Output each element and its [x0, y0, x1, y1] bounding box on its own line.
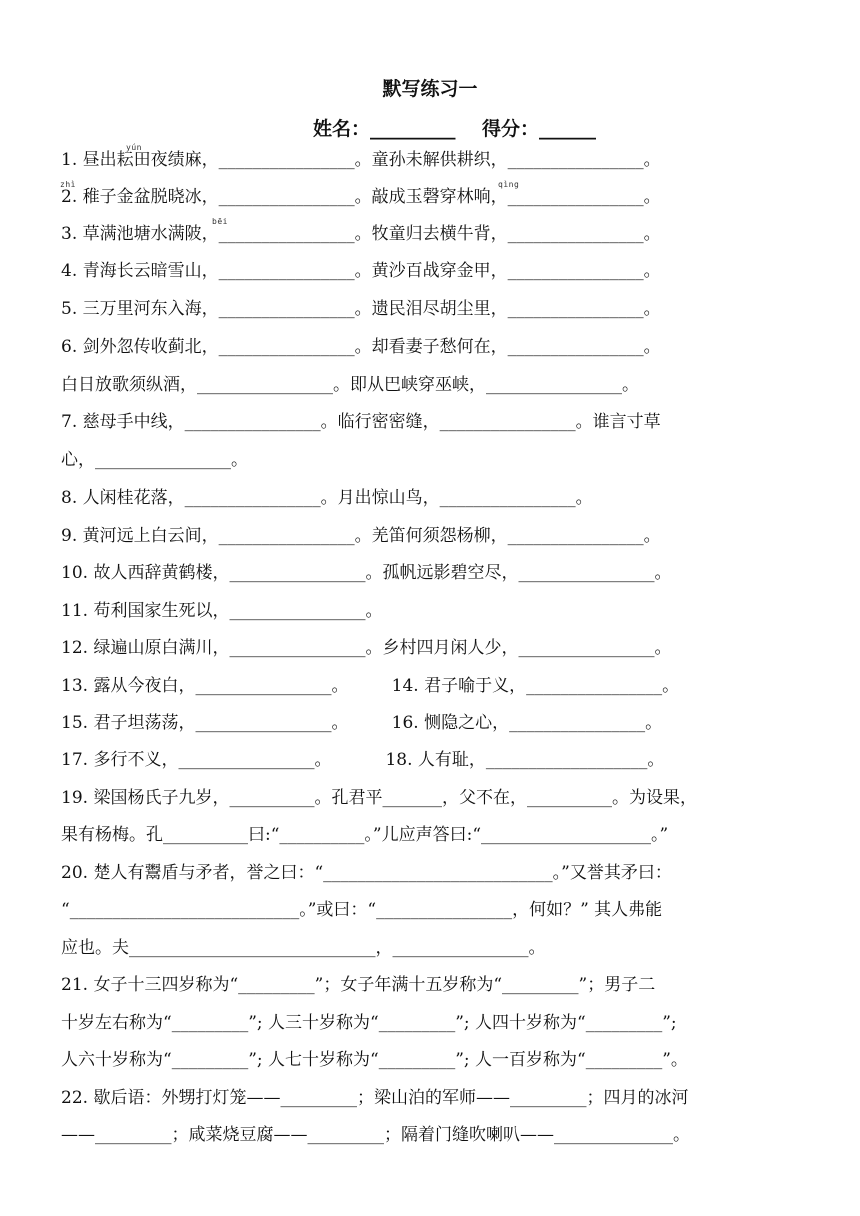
- exercise-line: 8. 人闲桂花落，________________。月出惊山鸟，________________。: [61, 488, 593, 508]
- exercise-line: 十岁左右称为“_________”; 人三十岁称为“_________”; 人四十岁称为“_________”;: [61, 1013, 677, 1033]
- exercise-line: 果有杨梅。孔__________曰:“__________。”儿应声答曰:“____________________。”: [61, 825, 669, 845]
- exercise-line: 心，________________。: [61, 450, 248, 470]
- exercise-line: 人六十岁称为“_________”; 人七十岁称为“_________”; 人一百岁称为“_________”。: [61, 1050, 688, 1070]
- exercise-line: 7. 慈母手中线，________________。临行密密缝，________________。谁言寸草: [61, 412, 661, 432]
- exercise-line: 20. 楚人有鬻盾与矛者，誉之曰：“___________________________。”又誉其矛曰：: [61, 863, 672, 883]
- exercise-line: 10. 故人西辞黄鹤楼，________________。孤帆远影碧空尽，________________。: [61, 563, 672, 583]
- exercise-line: 11. 苟利国家生死以，________________。: [61, 601, 383, 621]
- exercise-line: 9. 黄河远上白云间，________________。羌笛何须怨杨柳，________________。: [61, 526, 661, 546]
- exercise-line: 21. 女子十三四岁称为“_________”；女子年满十五岁称为“_________”；男子二: [61, 975, 656, 995]
- pinyin-yun: yún: [126, 143, 142, 152]
- pinyin-qing: qìng: [498, 180, 520, 189]
- exercise-line: 15. 君子坦荡荡，________________。 16. 恻隐之心，________________。: [61, 713, 663, 733]
- exercise-line: “___________________________。”或曰：“________________，何如？” 其人弗能: [61, 900, 663, 920]
- exercise-line: ——_________；咸菜烧豆腐——_________；隔着门缝吹喇叭——______________。: [61, 1125, 690, 1145]
- pinyin-bei: bēi: [212, 217, 228, 226]
- exercise-line: 12. 绿遍山原白满川，________________。乡村四月闲人少，________________。: [61, 638, 672, 658]
- exercise-line: 应也。夫_____________________________，________________。: [61, 938, 546, 958]
- exercise-line: 22. 歇后语：外甥打灯笼——_________；梁山泊的军师——_________；四月的冰河: [61, 1088, 689, 1108]
- exercise-line: 5. 三万里河东入海，________________。遗民泪尽胡尘里，________________。: [61, 299, 661, 319]
- exercise-line: 13. 露从今夜白，________________。 14. 君子喻于义，________________。: [61, 676, 680, 696]
- exercise-line: 3. 草满池塘水满陂，________________。牧童归去横牛背，________________。: [61, 224, 661, 244]
- exercise-line: 1. 昼出耘田夜绩麻，________________。童孙未解供耕织，________________。: [61, 150, 661, 170]
- exercise-line: 6. 剑外忽传收蓟北，________________。却看妻子愁何在，________________。: [61, 337, 661, 357]
- pinyin-zhi: zhì: [60, 180, 76, 189]
- page-title: 默写练习一: [382, 78, 478, 100]
- name-score-line: 姓名：_________ 得分：______: [313, 118, 596, 140]
- exercise-line: 4. 青海长云暗雪山，________________。黄沙百战穿金甲，________________。: [61, 261, 661, 281]
- exercise-line: 白日放歌须纵酒，________________。即从巴峡穿巫峡，________________。: [61, 375, 639, 395]
- exercise-line: 2. 稚子金盆脱晓冰，________________。敲成玉磬穿林响，________________。: [61, 187, 661, 207]
- exercise-line: 19. 梁国杨氏子九岁，__________。孔君平_______，父不在，__________。为设果，: [61, 788, 697, 808]
- exercise-line: 17. 多行不义，________________。 18. 人有耻，___________________。: [61, 750, 665, 770]
